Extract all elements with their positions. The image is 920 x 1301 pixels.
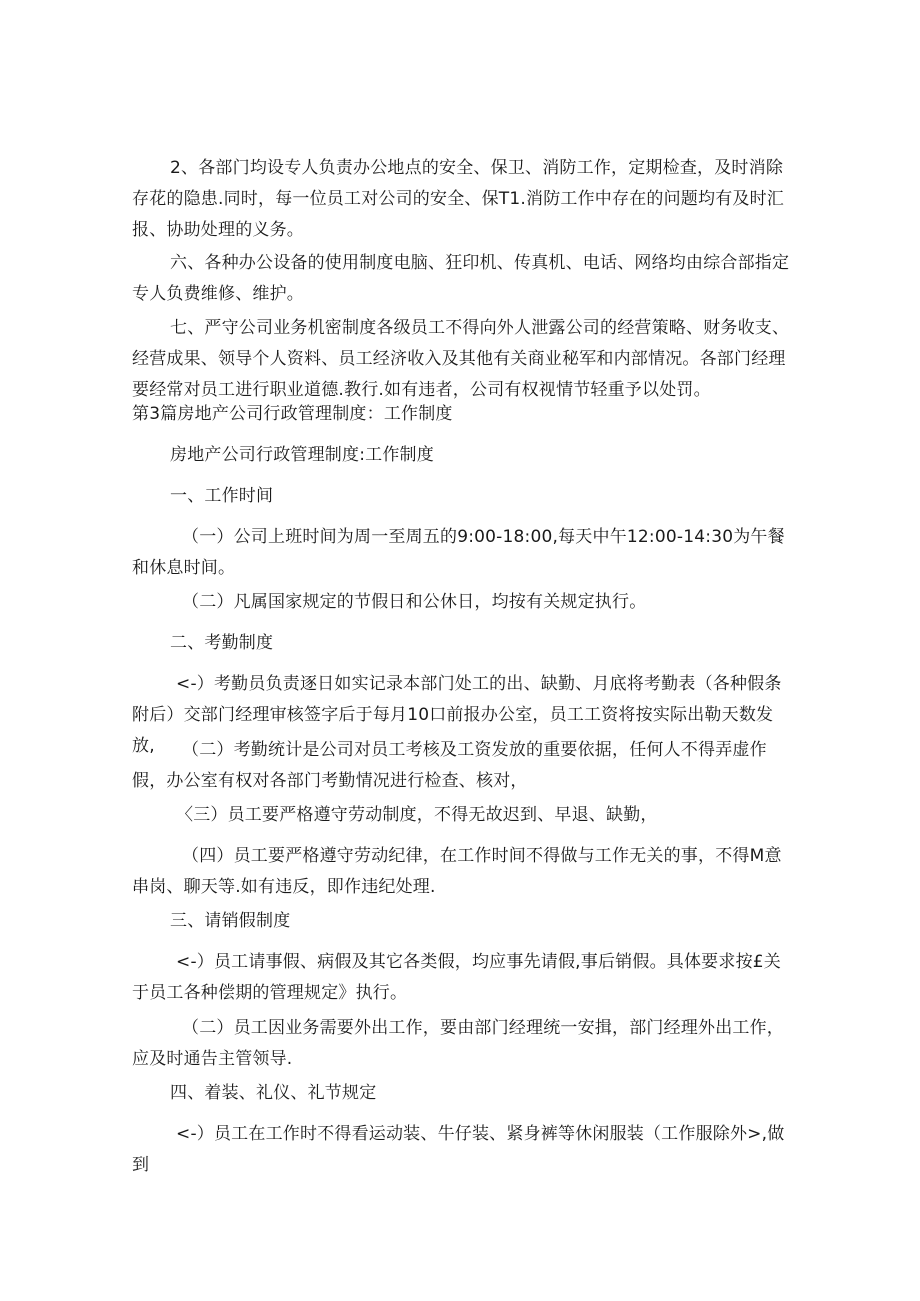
section-heading-attendance: 二、考勤制度 xyxy=(170,633,274,653)
paragraph-office-equipment: 六、各种办公设备的使用制度电脑、狂印机、传真机、电话、网络均由综合部指定专人负费维修、维护。 xyxy=(132,253,790,304)
paragraph-office-hours: （一）公司上班时间为周一至周五的9:00-18:00,每天中午12:00-14:30为午餐和休息时间。 xyxy=(132,527,785,578)
paragraph-safety-duty: 2、各部门均设专人负责办公地点的安全、保卫、消防工作，定期检查，及时消除存花的隐患.同时，每一位员工对公司的安全、保T1.消防工作中存在的问题均有及时汇报、协助处理的义务。 xyxy=(132,158,785,240)
paragraph-attendance-stats: （二）考勤统计是公司对员工考核及工资发放的重要依据，任何人不得弄虚作假，办公室有权对各部门考勤情况进行检查、核对， xyxy=(132,740,767,791)
document-subtitle: 房地产公司行政管理制度:工作制度 xyxy=(170,445,434,465)
paragraph-holidays: （二）凡属国家规定的节假日和公休日，均按有关规定执行。 xyxy=(182,592,647,612)
paragraph-labor-discipline: （四）员工要严格遵守劳动纪律，在工作时间不得做与工作无关的事，不得M意串岗、聊天等.如有违反，即作违纪处理. xyxy=(132,846,782,897)
paragraph-attendance-record: <-）考勤员负责逐日如实记录本部门处工的出、缺勤、月底将考勤表（各种假条附后）交部门经理审核签字后于每月10口前报办公室，员工工资将按实际出勒天数发放, xyxy=(132,674,782,756)
paragraph-dress-code: <-）员工在工作时不得看运动装、牛仔装、紧身裤等休闲服装（工作服除外>,做到 xyxy=(132,1124,785,1175)
section-heading-leave: 三、请销假制度 xyxy=(170,911,291,931)
paragraph-leave-request: <-）员工请事假、病假及其它各类假，均应事先请假,事后销假。具体要求按£关于员工各种偿期的管理规定》执行。 xyxy=(132,952,781,1003)
paragraph-labor-rules: 〈三）员工要严格遵守劳动制度，不得无故迟到、早退、缺勤， xyxy=(176,805,658,825)
chapter-heading: 第3篇房地产公司行政管理制度：工作制度 xyxy=(132,404,453,424)
paragraph-confidentiality: 七、严守公司业务机密制度各级员工不得向外人泄露公司的经营策略、财务收支、经营成果、领导个人资料、员工经济收入及其他有关商业秘军和内部情况。各部门经理要经常对员工进行职业道德.教行.如有违者，公司有权视情节轻重予以处罚。 xyxy=(132,318,790,400)
section-heading-work-time: 一、工作时间 xyxy=(170,486,274,506)
section-heading-dress-code: 四、着装、礼仪、礼节规定 xyxy=(170,1083,377,1103)
paragraph-business-travel: （二）员工因业务需要外出工作，要由部门经理统一安揖，部门经理外出工作，应及时通告主管领导. xyxy=(132,1018,784,1069)
